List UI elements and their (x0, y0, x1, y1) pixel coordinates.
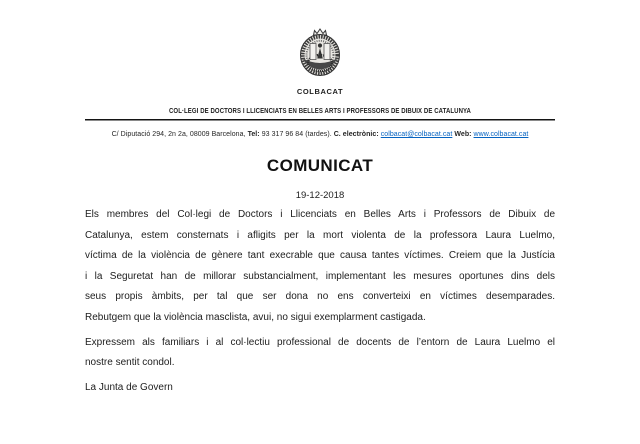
text-line: Els membres del Col·legi de Doctors i Llicenciats en Belles Arts i Professors de Dibuix de (85, 209, 555, 220)
page-title: COMUNICAT (266, 156, 374, 175)
contact-address: C/ Diputació 294, 2n 2a, 08009 Barcelona, (111, 131, 246, 138)
tel-value: 93 317 96 84 (261, 131, 304, 138)
text-line: Catalunya, estem consternats i afligits per la mort violenta de la professora Laura Luelmo, (85, 229, 555, 241)
web-link[interactable]: www.colbacat.cat (473, 131, 529, 138)
document-date: 19-12-2018 (295, 190, 345, 201)
tel-label: Tel: (247, 131, 260, 138)
email-link[interactable]: colbacat@colbacat.cat (380, 131, 453, 138)
contact-line (0, 131, 640, 138)
org-full-name: COL·LEGI DE DOCTORS I LLICENCIATS EN BELLES ARTS I PROFESSORS DE DIBUIX DE CATALUNYA (168, 108, 471, 115)
text-line: i la Seguretat han de millorar substancialment, implementant les mesures oportunes dins dels (85, 270, 555, 282)
text-line: seus propis àmbits, per tal que ser dona no ens converteixi en víctimes desemparades. (85, 291, 555, 302)
org-short-name: COLBACAT (296, 87, 344, 96)
paragraph (85, 333, 555, 374)
signature: La Junta de Govern (85, 382, 173, 393)
web-label: Web: (454, 131, 472, 138)
text-line: Expressem als familiars i al col·lectiu professional de docents de l’entorn de Laura Luelmo el (85, 336, 555, 348)
seal-icon (297, 27, 343, 77)
text-line: Rebutgem que la violència masclista, avui, no sigui exemplarment castigada. (85, 311, 426, 323)
text-line: nostre sentit condol. (85, 357, 175, 368)
header-rule (85, 119, 555, 121)
paragraph (85, 205, 555, 328)
colbacat-seal-logo (297, 27, 343, 82)
text-line: víctima de la violència de gènere tant execrable que causa tantes víctimes. Creiem que la Justícia (85, 250, 555, 261)
tel-suffix: (tardes). (305, 131, 332, 138)
email-label: C. electrònic: (333, 131, 379, 138)
document-body (85, 205, 555, 399)
